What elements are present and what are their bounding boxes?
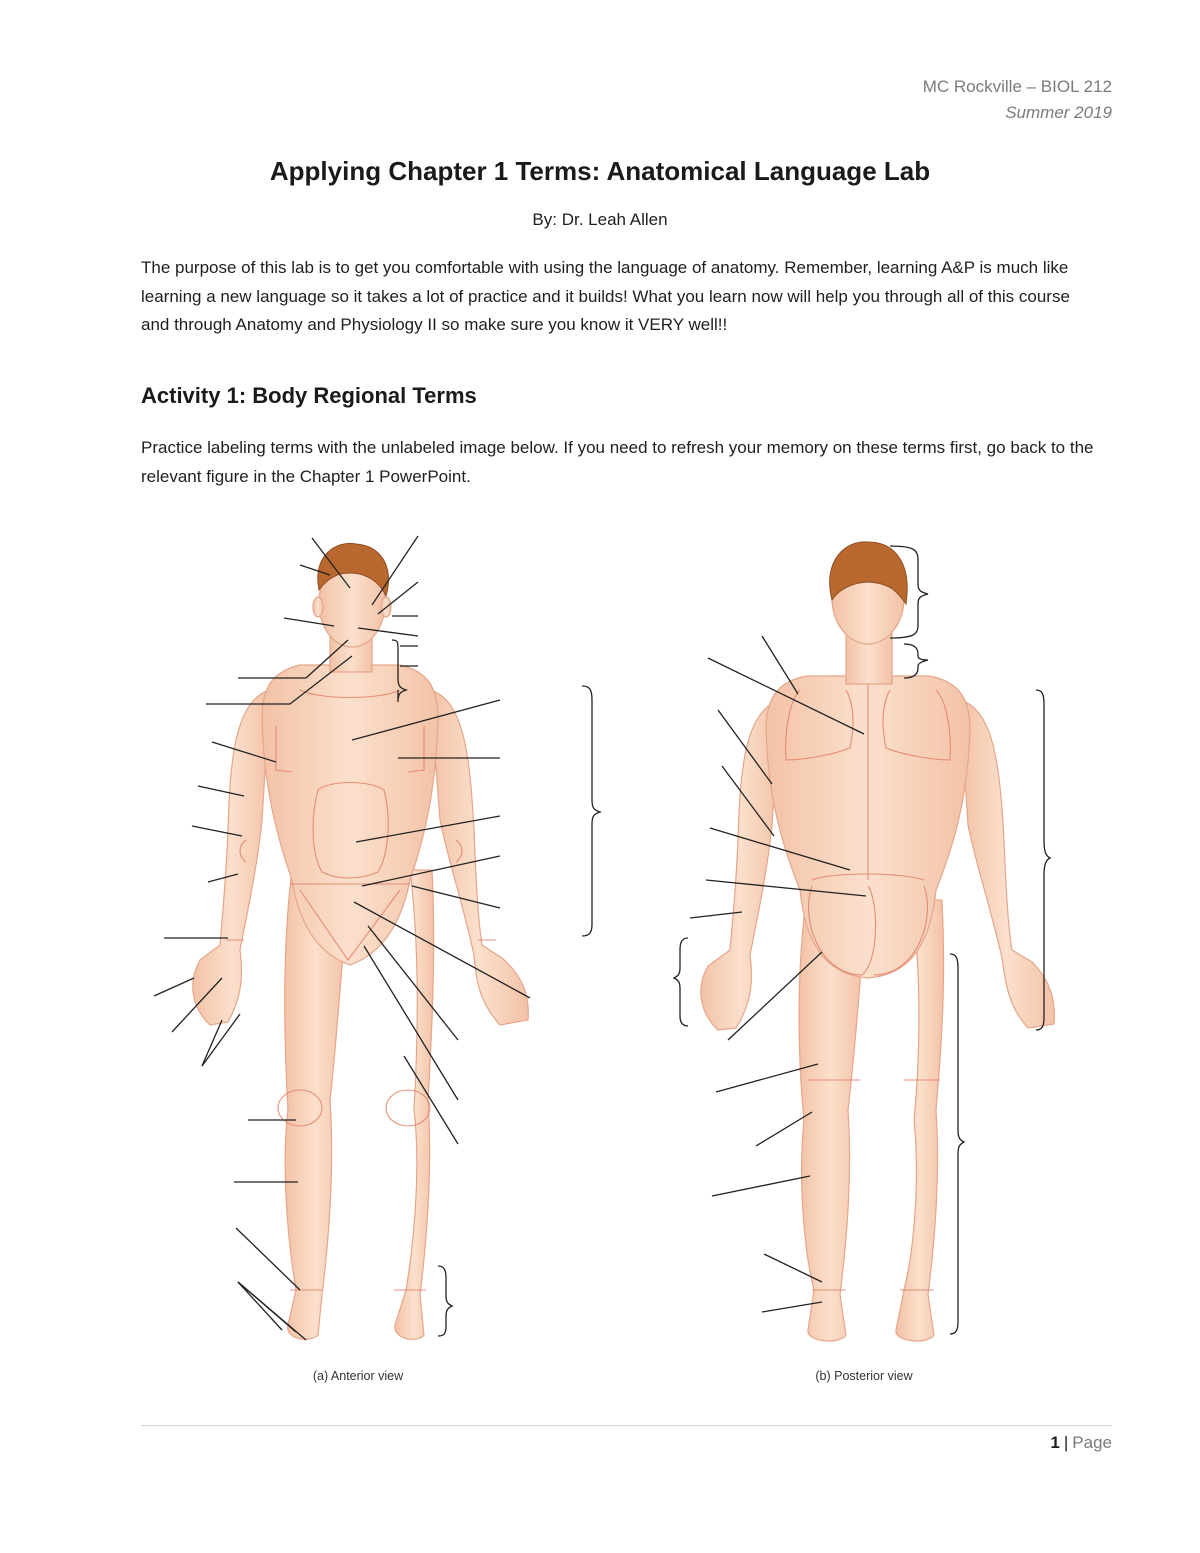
page-label: Page bbox=[1072, 1433, 1112, 1452]
term-line: Summer 2019 bbox=[1005, 103, 1112, 122]
activity-heading: Activity 1: Body Regional Terms bbox=[141, 383, 477, 408]
posterior-body bbox=[701, 552, 1055, 1341]
anatomy-figure bbox=[0, 520, 1200, 1400]
page-number: 1 bbox=[1050, 1433, 1060, 1452]
author-byline: By: Dr. Leah Allen bbox=[532, 210, 668, 229]
page-footer bbox=[1050, 1433, 1112, 1453]
intro-paragraph: The purpose of this lab is to get you comfortable with using the language of anatomy. Remember, learning A&P is much like learning a new language so it takes a lot of practice and it builds! What you learn now will help you through all of this course and through Anatomy and Physiology II so make sure you know it VERY well!! bbox=[141, 258, 1070, 334]
anterior-body bbox=[193, 559, 529, 1339]
course-line: MC Rockville – BIOL 212 bbox=[922, 77, 1112, 96]
document-header bbox=[923, 74, 1112, 126]
footer-separator: | bbox=[1063, 1433, 1069, 1452]
caption-posterior: (b) Posterior view bbox=[815, 1369, 913, 1383]
caption-anterior: (a) Anterior view bbox=[312, 1369, 404, 1383]
footer-divider bbox=[141, 1425, 1112, 1426]
page-title: Applying Chapter 1 Terms: Anatomical Language Lab bbox=[269, 156, 931, 186]
activity-instructions: Practice labeling terms with the unlabeled image below. If you need to refresh your memory on these terms first, go back to the relevant figure in the Chapter 1 PowerPoint. bbox=[141, 438, 1094, 486]
